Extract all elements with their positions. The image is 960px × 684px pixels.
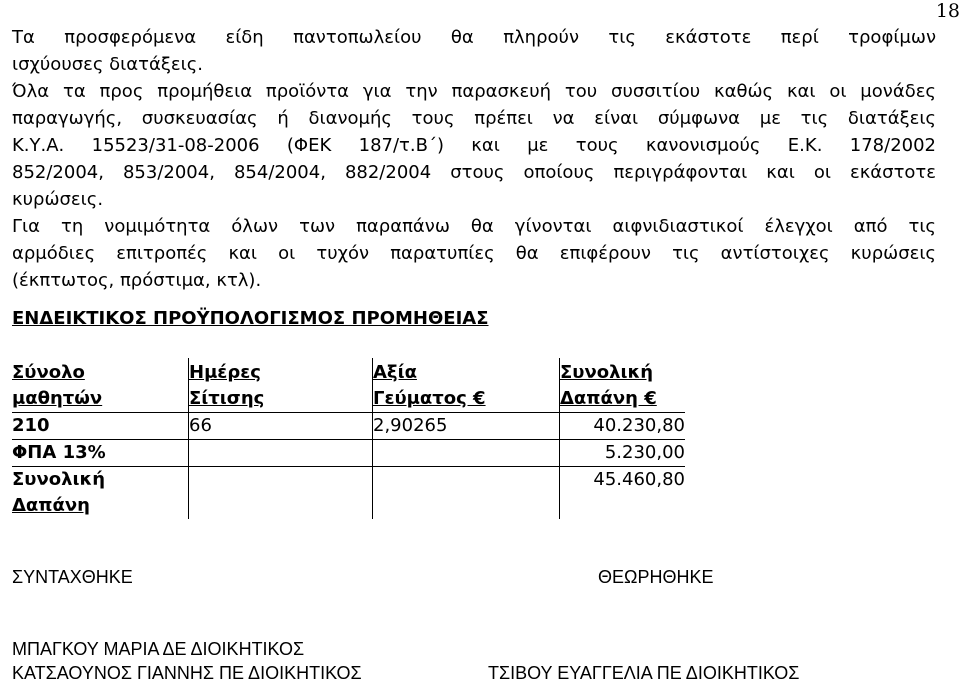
cell-vat-total: 5.230,00: [560, 440, 686, 467]
header-days-line-2: Σίτισης: [189, 388, 265, 409]
header-days-line-1: Ημέρες: [189, 362, 261, 383]
table-header-row: [12, 358, 685, 413]
header-students: [12, 358, 189, 413]
reviewed-label: ΘΕΩΡΗΘΗΚΕ: [598, 567, 714, 587]
cell-grand-label-line-1: Συνολική: [12, 469, 106, 490]
paragraph-3-line-2: αρμόδιες επιτροπές και οι τυχόν παρατυπίες θα επιφέρουν τις αντίστοιχες κυρώσεις: [12, 243, 936, 264]
page-number: 18: [935, 0, 960, 22]
paragraph-2-line-4: 852/2004, 853/2004, 854/2004, 882/2004 στους οποίους περιγράφονται και οι εκάστοτε: [12, 162, 936, 183]
header-total-cost-line-2: Δαπάνη €: [560, 388, 657, 409]
paragraph-2-line-2: παραγωγής, συσκευασίας ή διανομής τους πρέπει να είναι σύμφωνα με τις διατάξεις: [12, 108, 936, 129]
cell-grand-label-line-2: Δαπάνη: [12, 495, 90, 516]
budget-heading: ΕΝΔΕΙΚΤΙΚΟΣ ΠΡΟΫΠΟΛΟΓΙΣΜΟΣ ΠΡΟΜΗΘΕΙΑΣ: [12, 308, 489, 329]
table-row-main: [12, 413, 685, 440]
cell-total: 40.230,80: [560, 413, 686, 440]
paragraph-1-line-2: ισχύουσες διατάξεις.: [12, 54, 203, 75]
cell-grand-total: 45.460,80: [593, 469, 685, 490]
cell-meal-value: 2,90265: [373, 413, 560, 440]
paragraph-3-line-3: (έκπτωτος, πρόστιμα, κτλ).: [12, 270, 262, 291]
header-meal-value-line-1: Αξία: [373, 362, 417, 383]
cell-vat-label: ΦΠΑ 13%: [12, 440, 189, 467]
paragraph-3-line-1: Για τη νομιμότητα όλων των παραπάνω θα γίνονται αιφνιδιαστικοί έλεγχοι από τις: [12, 216, 936, 237]
header-students-line-2: μαθητών: [12, 388, 103, 409]
cell-grand-empty-1: [189, 467, 373, 520]
header-meal-value: [373, 358, 560, 413]
cell-grand-label: [12, 467, 189, 520]
cell-vat-empty-2: [373, 440, 560, 467]
drafter-name-2: ΚΑΤΣΑΟΥΝΟΣ ΓΙΑΝΝΗΣ ΠΕ ΔΙΟΙΚΗΤΙΚΟΣ: [12, 663, 362, 683]
cell-grand-empty-2: [373, 467, 560, 520]
reviewer-name: ΤΣΙΒΟΥ ΕΥΑΓΓΕΛΙΑ ΠΕ ΔΙΟΙΚΗΤΙΚΟΣ: [488, 663, 800, 683]
drafter-name-1: ΜΠΑΓΚΟΥ ΜΑΡΙΑ ΔΕ ΔΙΟΙΚΗΤΙΚΟΣ: [12, 639, 305, 659]
table-row-grand-total: [12, 467, 685, 520]
paragraph-2-line-1: Όλα τα προς προμήθεια προϊόντα για την παρασκευή του συσσιτίου καθώς και οι μονάδες: [12, 81, 936, 102]
body-text: [12, 24, 936, 294]
header-meal-value-line-2: Γεύματος €: [373, 388, 486, 409]
paragraph-2-line-5: κυρώσεις.: [12, 189, 104, 210]
drafted-label: ΣΥΝΤΑΧΘΗΚΕ: [12, 567, 133, 587]
cell-vat-empty-1: [189, 440, 373, 467]
paragraph-2-line-3: Κ.Υ.Α. 15523/31-08-2006 (ΦΕΚ 187/τ.Β΄) και με τους κανονισμούς Ε.Κ. 178/2002: [12, 135, 936, 156]
header-total-cost-line-1: Συνολική: [560, 362, 654, 383]
header-students-line-1: Σύνολο: [12, 362, 85, 383]
header-total-cost: [560, 358, 686, 413]
header-days: [189, 358, 373, 413]
cell-students: 210: [12, 413, 189, 440]
budget-table: [12, 358, 685, 519]
cell-days: 66: [189, 413, 373, 440]
paragraph-1-line-1: Τα προσφερόμενα είδη παντοπωλείου θα πληρούν τις εκάστοτε περί τροφίμων: [12, 27, 936, 48]
table-row-vat: [12, 440, 685, 467]
